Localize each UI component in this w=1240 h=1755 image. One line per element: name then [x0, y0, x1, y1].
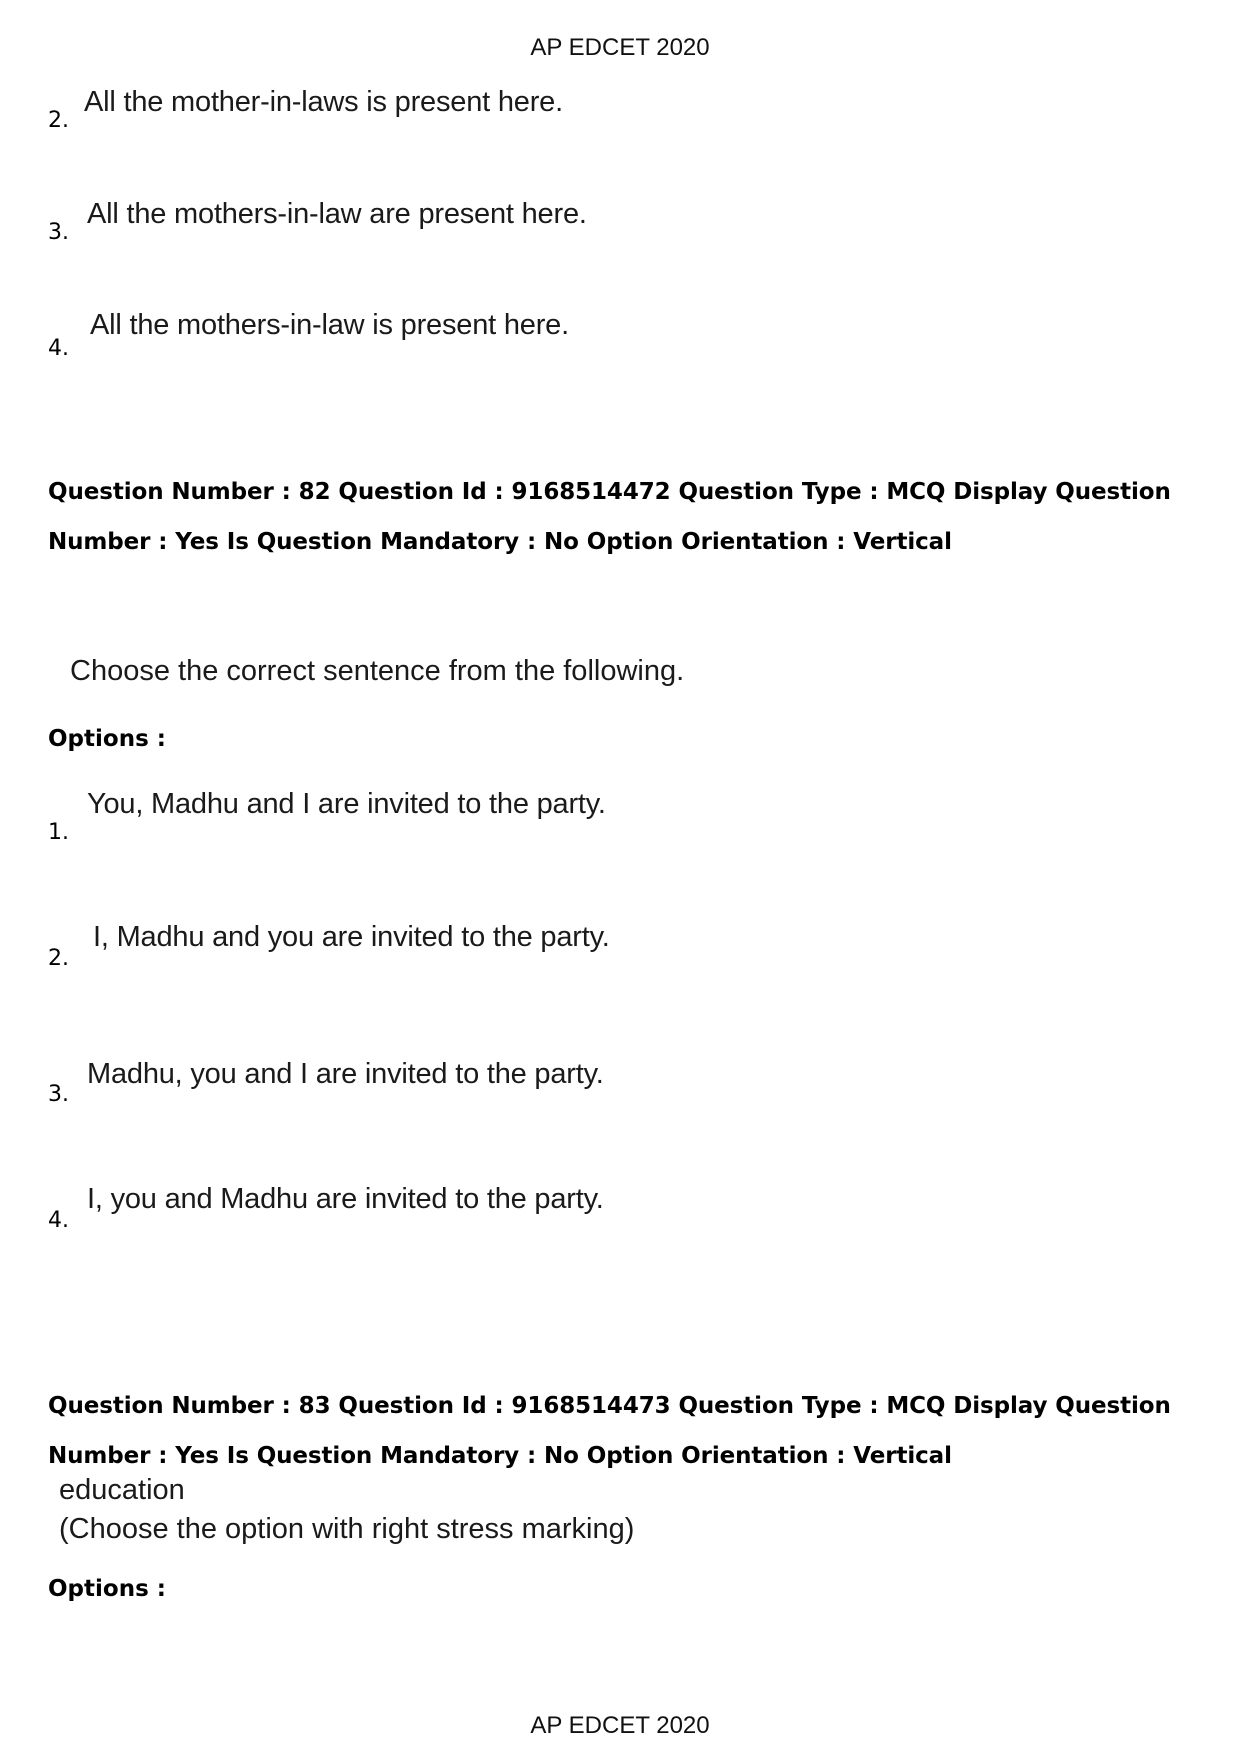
page-footer: AP EDCET 2020	[530, 1712, 710, 1739]
options-label: Options :	[48, 726, 166, 752]
option-text: All the mothers-in-law are present here.	[87, 198, 587, 230]
option-number: 3.	[48, 1082, 69, 1107]
question-text: Choose the correct sentence from the following.	[70, 655, 685, 687]
option-number: 2.	[48, 946, 69, 971]
question-word: education	[59, 1474, 185, 1506]
question-meta-line: Number : Yes Is Question Mandatory : No Option Orientation : Vertical	[48, 1443, 952, 1469]
option-number: 2.	[48, 108, 69, 133]
options-label: Options :	[48, 1576, 166, 1602]
page-header: AP EDCET 2020	[530, 34, 710, 61]
option-text: I, you and Madhu are invited to the party.	[87, 1183, 604, 1215]
option-text: You, Madhu and I are invited to the party.	[87, 788, 606, 820]
option-text: All the mother-in-laws is present here.	[84, 86, 563, 118]
question-meta-line: Number : Yes Is Question Mandatory : No Option Orientation : Vertical	[48, 529, 952, 555]
option-number: 3.	[48, 220, 69, 245]
question-meta-line: Question Number : 82 Question Id : 9168514472 Question Type : MCQ Display Question	[48, 479, 1171, 505]
option-number: 1.	[48, 820, 69, 845]
option-number: 4.	[48, 1208, 69, 1233]
option-text: Madhu, you and I are invited to the party.	[87, 1058, 604, 1090]
option-text: I, Madhu and you are invited to the party.	[93, 921, 610, 953]
question-meta	[48, 1381, 1198, 1481]
option-text: All the mothers-in-law is present here.	[90, 309, 569, 341]
question-instruction: (Choose the option with right stress marking)	[59, 1513, 635, 1545]
question-meta-line: Question Number : 83 Question Id : 9168514473 Question Type : MCQ Display Question	[48, 1393, 1171, 1419]
option-number: 4.	[48, 336, 69, 361]
question-meta	[48, 467, 1198, 567]
